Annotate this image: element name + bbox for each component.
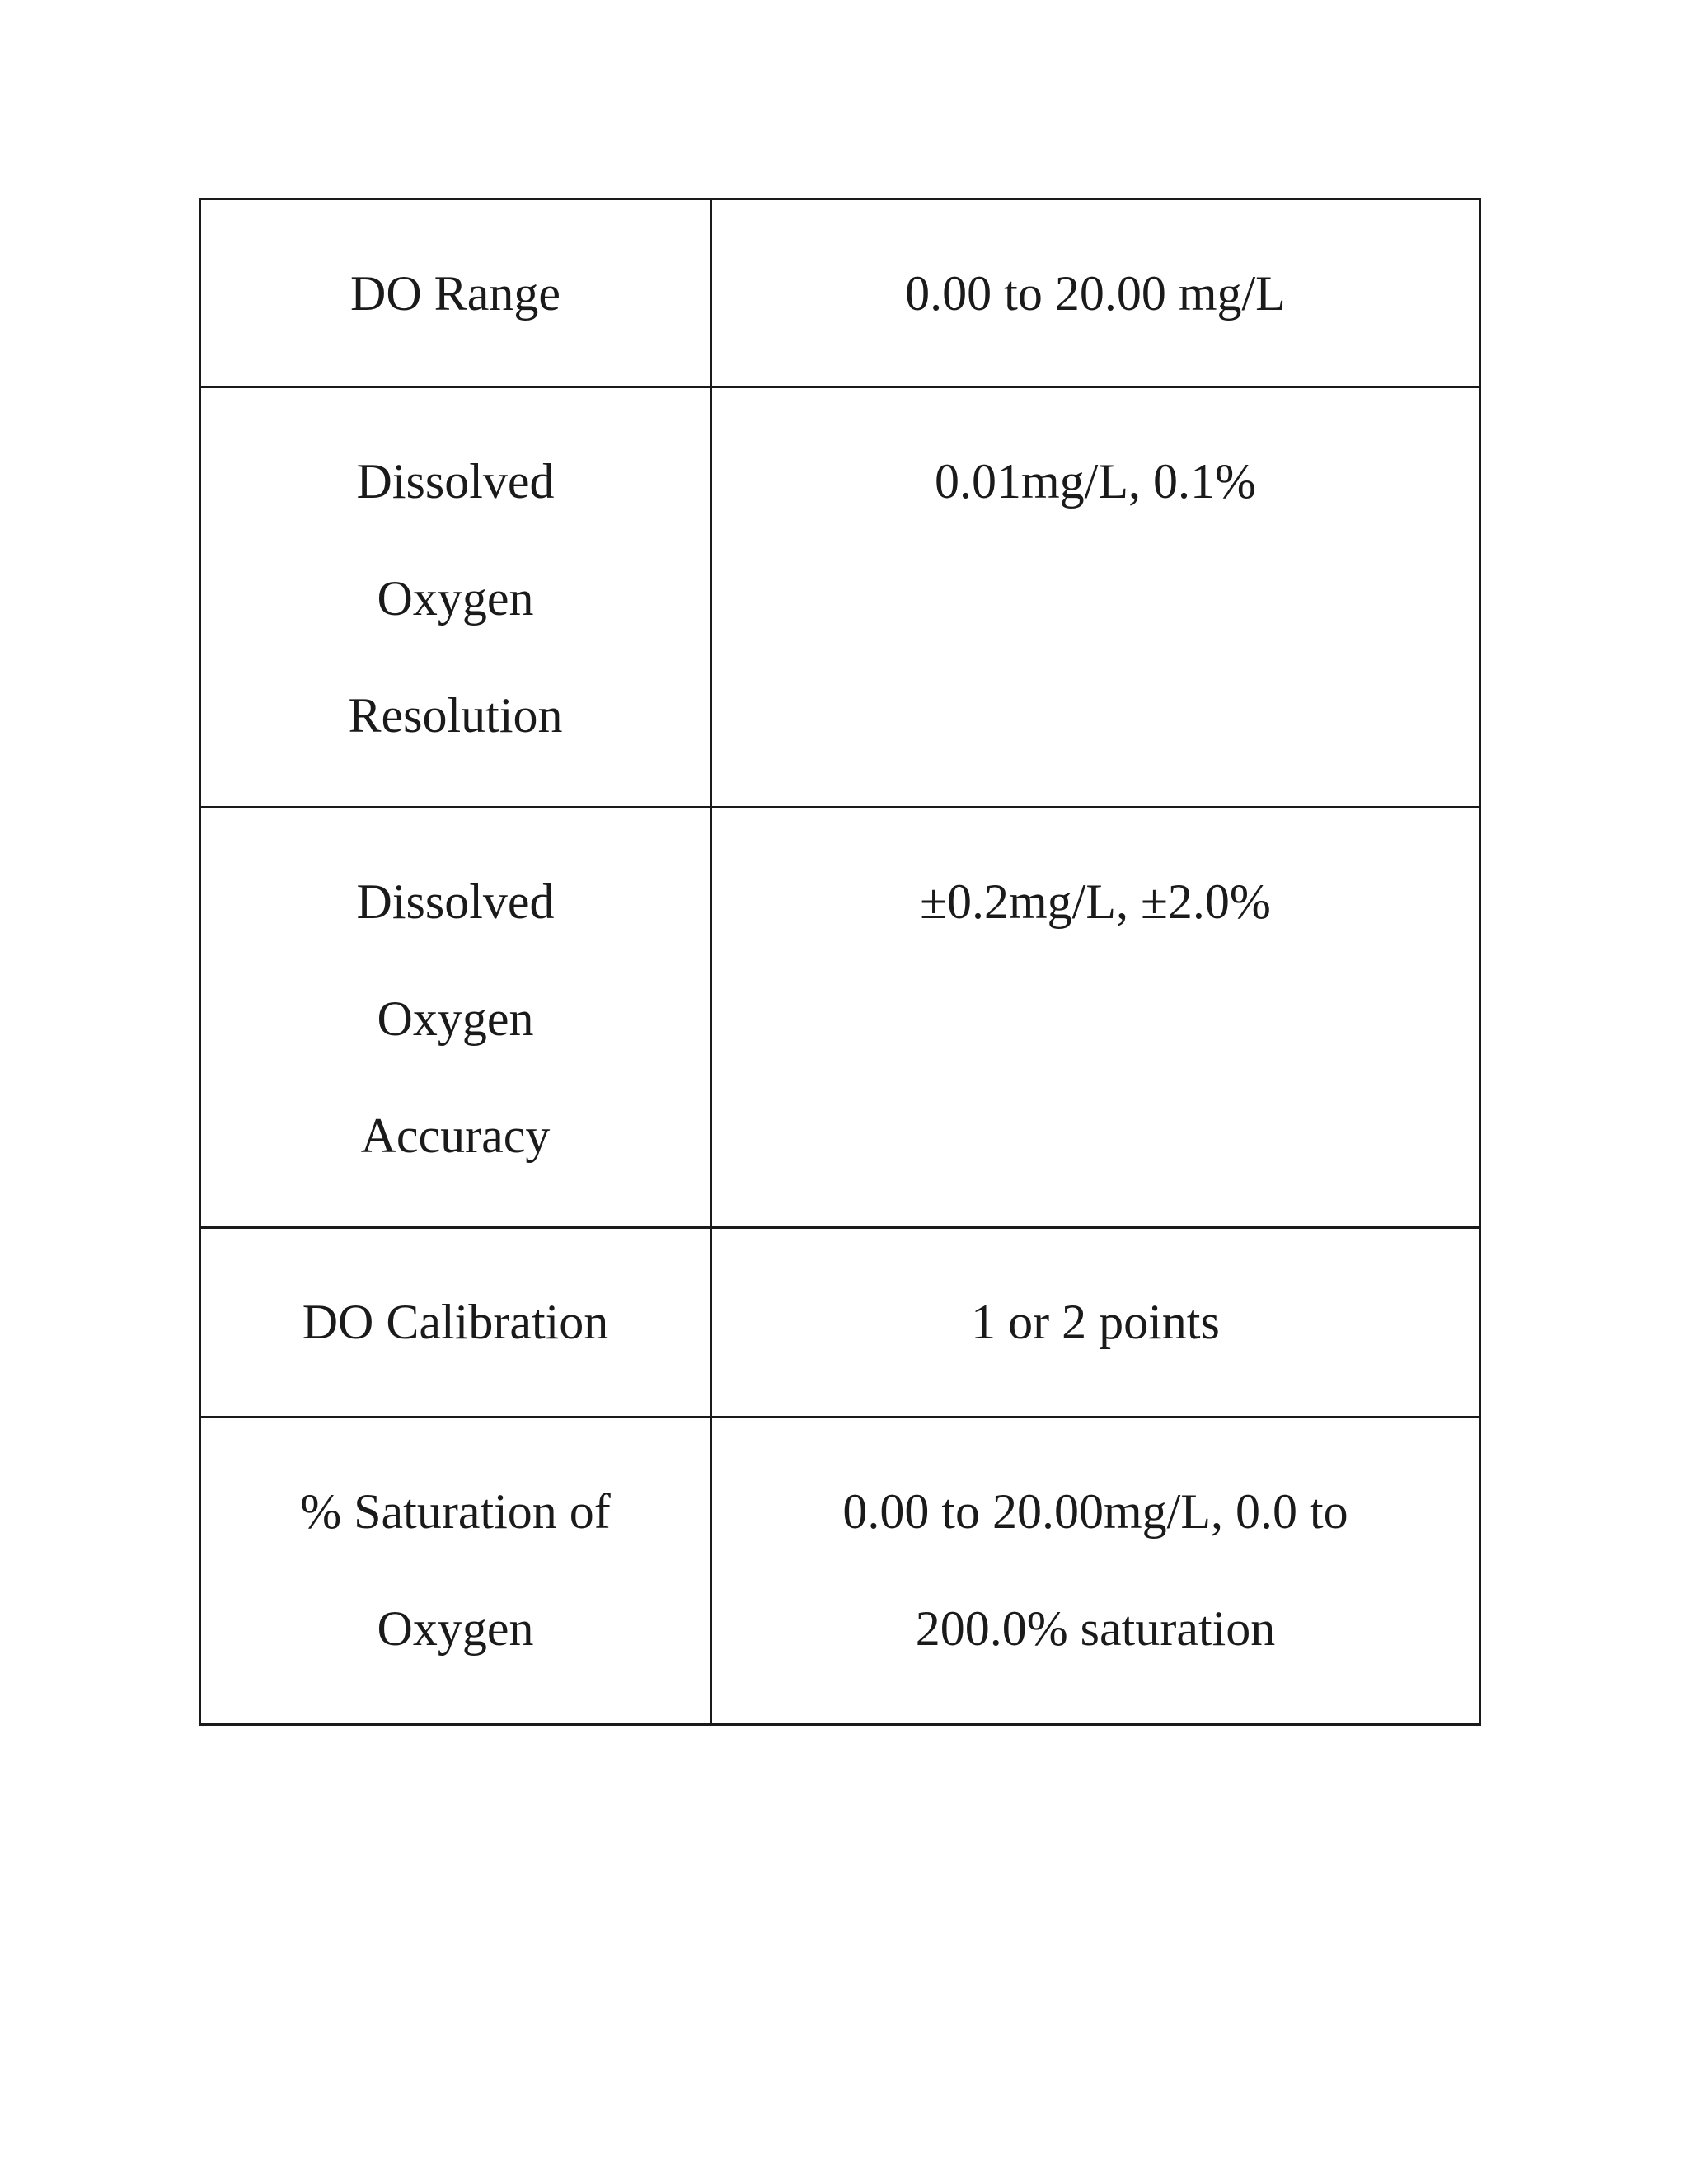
table-row-saturation xyxy=(200,1418,1480,1725)
label-text: DO Calibration xyxy=(302,1295,609,1349)
label-cell xyxy=(200,199,711,387)
label-cell xyxy=(200,1418,711,1725)
value-cell xyxy=(711,1418,1480,1725)
table-row-do-range xyxy=(200,199,1480,387)
label-text: Resolution xyxy=(348,688,563,743)
table-row-resolution xyxy=(200,387,1480,808)
label-text: Oxygen xyxy=(377,571,534,626)
label-text: Accuracy xyxy=(360,1108,551,1163)
value-text: 1 or 2 points xyxy=(971,1295,1220,1349)
label-text: % Saturation of xyxy=(300,1484,611,1539)
table-row-calibration xyxy=(200,1228,1480,1418)
label-text: Oxygen xyxy=(377,991,534,1046)
label-cell xyxy=(200,1228,711,1418)
value-cell xyxy=(711,808,1480,1228)
value-text: 0.00 to 20.00mg/L, 0.0 to xyxy=(842,1484,1348,1539)
value-cell xyxy=(711,387,1480,808)
value-text: 200.0% saturation xyxy=(915,1601,1276,1656)
value-text: 0.01mg/L, 0.1% xyxy=(935,454,1256,509)
value-cell xyxy=(711,1228,1480,1418)
label-text: Dissolved xyxy=(356,454,555,509)
value-cell xyxy=(711,199,1480,387)
label-text: DO Range xyxy=(350,266,560,321)
value-text: 0.00 to 20.00 mg/L xyxy=(905,266,1286,321)
label-text: Dissolved xyxy=(356,874,555,929)
table-row-accuracy xyxy=(200,808,1480,1228)
label-text: Oxygen xyxy=(377,1601,534,1656)
label-cell xyxy=(200,387,711,808)
specifications-table xyxy=(199,198,1481,1726)
label-cell xyxy=(200,808,711,1228)
value-text: ±0.2mg/L, ±2.0% xyxy=(920,874,1271,929)
